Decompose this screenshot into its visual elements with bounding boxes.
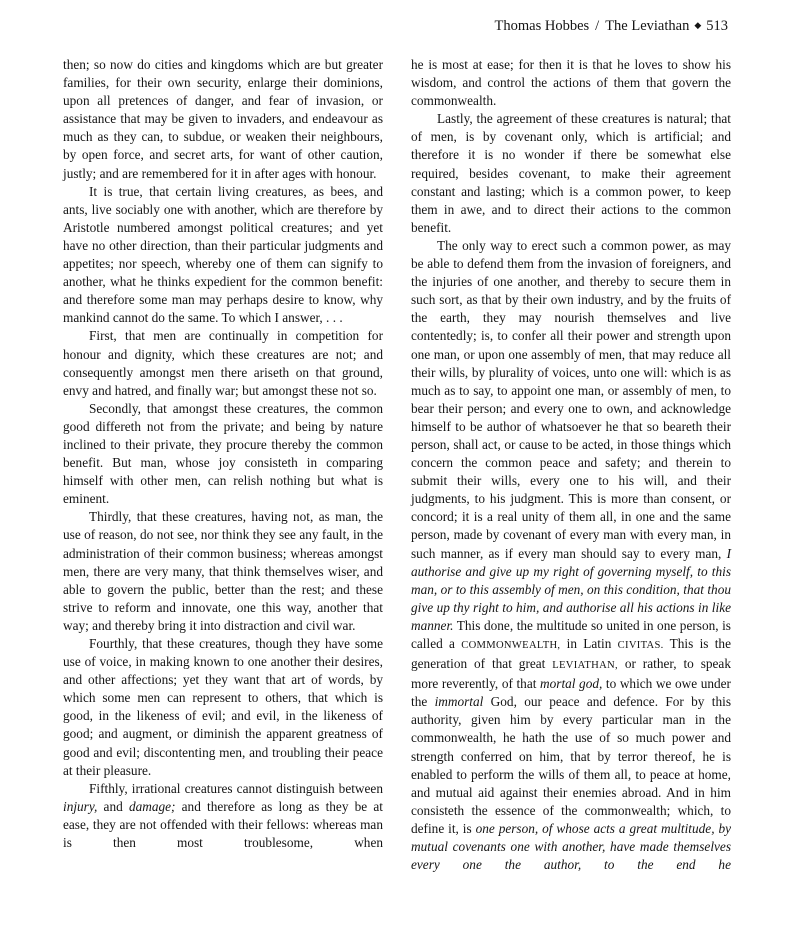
italic-definition: one person, of whose acts a great multitude, by mutual covenants one with another, have made themselves every one the author, to the end he	[411, 820, 731, 873]
paragraph: Fourthly, that these creatures, though they have some use of voice, in making known to one another their desires, and other affections; yet they want that art of words, by which some men can represent to others, that which is good, in the likeness of evil; and evil, in the likeness of good; and augment, or diminish the apparent greatness of good and evil; discontenting men, and troubling their peace at their pleasure.	[63, 636, 383, 778]
text-run: and	[97, 798, 129, 814]
paragraph: Thirdly, that these creatures, having not, as man, the use of reason, do not see, nor think they see any fault, in the administration of their common business; whereas amongst men, there are very many, that think themselves wiser, and able to govern the public, better than the rest; and these strive to reform and innovate, one this way, another that way; and thereby bring it into distraction and civil war.	[63, 509, 383, 633]
left-column	[63, 56, 383, 852]
italic-term: injury,	[63, 798, 98, 814]
paragraph: Lastly, the agreement of these creatures is natural; that of men, is by covenant only, which is artificial; and therefore it is no wonder if there be somewhat else required, besides covenant, to make their agreement constant and lasting; which is a common power, to keep them in awe, and to direct their actions to the common benefit.	[411, 111, 731, 235]
italic-term: mortal god,	[540, 676, 603, 692]
running-header	[495, 16, 728, 37]
italic-covenant-formula: I authorise and give up my right of governing myself, to this man, or to this assembly of men, on this condition, that thou give up thy right to him, and authorise all his actions in like manner.	[411, 545, 731, 633]
text-run: This done, the multitude so united in one person, is called a	[411, 617, 731, 651]
paragraph	[63, 780, 383, 852]
italic-term: damage;	[128, 798, 176, 814]
diamond-icon: ◆	[694, 20, 702, 30]
text-run: The only way to erect such a common power, as may be able to defend them from the invasion of foreigners, and the injuries of one another, and thereby to secure them in such sort, as that by their own industry, and by the fruits of the earth, they may nourish themselves and live contentedly; is, to confer all their power and strength upon one man, or upon one assembly of men, that may reduce all their wills, by plurality of voices, unto one will: which is as much as to say, to appoint one man, or assembly of men, to bear their person; and every one to own, and acknowledge himself to be author of whatsoever he that so beareth their person, shall act, or cause to be acted, in those things which concern the common peace and safety; and therein to submit their wills, every one to his will, and their judgments, to his judgment. This is more than consent, or concord; it is a real unity of them all, in one and the same person, made by covenant of every man with every man, in such manner, as if every man should say to every man,	[411, 237, 731, 561]
text-run: and therefore as long as they be at ease, they are not offended with their fellows: whereas man is then most troublesome, when	[63, 798, 383, 851]
text-run: Fifthly, irrational creatures cannot distinguish between	[89, 780, 383, 796]
paragraph: he is most at ease; for then it is that he loves to show his wisdom, and control the actions of them that govern the commonwealth.	[411, 57, 731, 109]
italic-term: immortal	[434, 694, 484, 710]
text-run: in Latin	[560, 636, 618, 651]
page-number: 513	[706, 18, 728, 34]
text-run: This is the generation of that great	[411, 636, 731, 672]
right-column	[411, 56, 731, 874]
small-caps-term: COMMONWEALTH,	[461, 640, 561, 651]
text-run: to which we owe under the	[411, 676, 731, 710]
small-caps-term: LEVIATHAN,	[552, 660, 618, 672]
header-separator: /	[595, 18, 600, 34]
paragraph: First, that men are continually in competition for honour and dignity, which these creatures are not; and consequently amongst men there ariseth on that ground, envy and hatred, and finally war; but amongst these not so.	[63, 328, 383, 398]
small-caps-term: CIVITAS.	[617, 640, 664, 651]
paragraph	[411, 237, 731, 874]
header-work-title: The Leviathan	[605, 18, 690, 34]
header-author: Thomas Hobbes	[494, 18, 590, 34]
text-run: or rather, to speak more reverently, of that	[411, 656, 731, 692]
paragraph: then; so now do cities and kingdoms which are but greater families, for their own security, enlarge their dominions, upon all pretences of danger, and fear of invasion, or assistance that may be given to invaders, and endeavour as much as they can, to subdue, or weaken their neighbours, by open force, and secret arts, for want of other caution, justly; and are remembered for it in after ages with honour.	[63, 57, 383, 181]
paragraph: It is true, that certain living creatures, as bees, and ants, live sociably one with another, which are therefore by Aristotle numbered amongst political creatures; and yet have no other direction, than their particular judgments and appetites; nor speech, whereby one of them can signify to another, what he thinks expedient for the common benefit: and therefore some man may perhaps desire to know, why mankind cannot do the same. To which I answer, . . .	[63, 183, 383, 326]
text-run: God, our peace and defence. For by this authority, given him by every particular man in the commonwealth, he hath the use of so much power and strength conferred on him, that by terror thereof, he is enabled to perform the wills of them all, to peace at home, and mutual aid against their enemies abroad. And in him consisteth the essence of the commonwealth; which, to define it, is	[411, 694, 731, 836]
paragraph: Secondly, that amongst these creatures, the common good differeth not from the private; and being by nature inclined to their private, they procure thereby the common benefit. But man, whose joy consisteth in comparing himself with other men, can relish nothing but what is eminent.	[63, 400, 383, 507]
